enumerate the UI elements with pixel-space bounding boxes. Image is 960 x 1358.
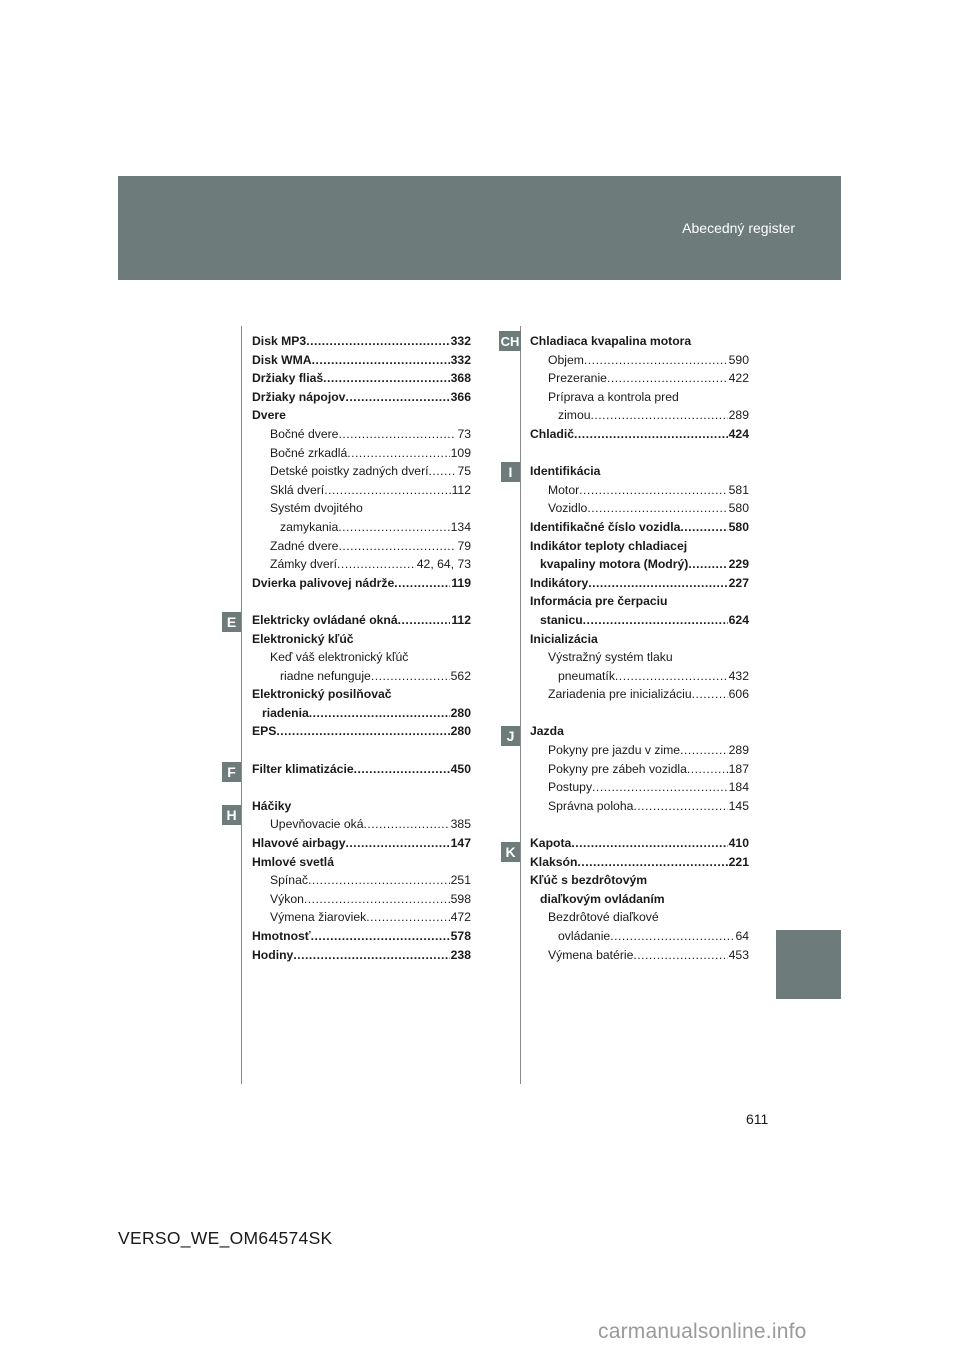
index-entry[interactable]: Hodiny ..... 238 <box>252 946 471 965</box>
index-heading: Elektronický kľúč <box>252 631 354 646</box>
index-heading: Inicializácia <box>530 631 598 646</box>
index-subentry[interactable]: Upevňovacie oká ..... 385 <box>252 815 471 834</box>
index-heading: Elektronický posilňovač <box>252 687 392 702</box>
index-subentry[interactable]: pneumatík ..... 432 <box>530 667 749 686</box>
index-subentry[interactable]: riadne nefunguje ..... 562 <box>252 667 471 686</box>
column-divider-left <box>241 326 242 1084</box>
index-subheading: Bezdrôtové diaľkové <box>548 910 659 925</box>
section-letter-k: K <box>501 842 520 862</box>
side-thumb-tab <box>776 930 841 999</box>
index-subentry[interactable]: Zámky dverí ..... 42, 64, 73 <box>252 555 471 574</box>
index-subentry[interactable]: Objem ..... 590 <box>530 351 749 370</box>
header-band <box>118 176 841 280</box>
index-entry[interactable]: Držiaky nápojov ..... 366 <box>252 388 471 407</box>
index-entry[interactable]: Indikátory ..... 227 <box>530 574 749 593</box>
index-heading: diaľkovým ovládaním <box>540 891 665 906</box>
column-divider-right <box>520 326 521 1084</box>
section-letter-e: E <box>222 612 241 632</box>
index-subentry[interactable]: Pokyny pre jazdu v zime ..... 289 <box>530 741 749 760</box>
index-entry[interactable]: Hmotnosť ..... 578 <box>252 927 471 946</box>
index-subentry[interactable]: Motor ..... 581 <box>530 481 749 500</box>
index-heading: Jazda <box>530 724 564 739</box>
index-heading: Indikátor teploty chladiacej <box>530 538 688 553</box>
index-entry[interactable]: Chladič ..... 424 <box>530 425 749 444</box>
index-heading: Hmlové svetlá <box>252 854 334 869</box>
header-title: Abecedný register <box>682 220 795 236</box>
index-subentry[interactable]: Výmena žiaroviek ..... 472 <box>252 908 471 927</box>
index-subheading: Výstražný systém tlaku <box>548 650 673 665</box>
index-subentry[interactable]: ovládanie ..... 64 <box>530 927 749 946</box>
index-heading: Identifikácia <box>530 464 601 479</box>
index-subentry[interactable]: Bočné zrkadlá ..... 109 <box>252 444 471 463</box>
section-letter-ch: CH <box>499 331 521 351</box>
index-subentry[interactable]: Pokyny pre zábeh vozidla ..... 187 <box>530 760 749 779</box>
section-letter-j: J <box>501 726 520 746</box>
document-code: VERSO_WE_OM64574SK <box>118 1228 333 1248</box>
index-subentry[interactable]: Vozidlo ..... 580 <box>530 499 749 518</box>
index-subentry[interactable]: Výkon ..... 598 <box>252 890 471 909</box>
index-entry[interactable]: riadenia ..... 280 <box>252 704 471 723</box>
index-entry[interactable]: Dvierka palivovej nádrže ..... 119 <box>252 574 471 593</box>
watermark-text: carmanualsonline.info <box>598 1320 807 1343</box>
section-letter-f: F <box>222 762 241 782</box>
index-subheading: Príprava a kontrola pred <box>548 389 679 404</box>
index-subentry[interactable]: zamykania ..... 134 <box>252 518 471 537</box>
index-entry[interactable]: EPS ..... 280 <box>252 722 471 741</box>
index-heading: Informácia pre čerpaciu <box>530 594 668 609</box>
page-number: 611 <box>746 1111 769 1127</box>
index-entry[interactable]: Disk WMA ..... 332 <box>252 351 471 370</box>
index-subentry[interactable]: Zariadenia pre inicializáciu ..... 606 <box>530 685 749 704</box>
index-subentry[interactable]: Výmena batérie ..... 453 <box>530 946 749 965</box>
index-subheading: Systém dvojitého <box>270 501 363 516</box>
index-entry[interactable]: stanicu ..... 624 <box>530 611 749 630</box>
index-entry[interactable]: Hlavové airbagy ..... 147 <box>252 834 471 853</box>
index-subentry[interactable]: Bočné dvere ..... 73 <box>252 425 471 444</box>
index-entry[interactable]: Kapota ..... 410 <box>530 834 749 853</box>
index-heading: Kľúč s bezdrôtovým <box>530 873 648 888</box>
index-subentry[interactable]: Správna poloha ..... 145 <box>530 797 749 816</box>
index-subheading: Keď váš elektronický kľúč <box>270 650 409 665</box>
section-letter-h: H <box>222 805 241 825</box>
index-entry[interactable]: Klaksón ..... 221 <box>530 853 749 872</box>
section-letter-i: I <box>501 462 520 482</box>
index-column-right <box>530 332 749 964</box>
index-column-left <box>252 332 471 964</box>
index-heading: Dvere <box>252 408 286 423</box>
index-subentry[interactable]: Zadné dvere ..... 79 <box>252 537 471 556</box>
index-subentry[interactable]: Postupy ..... 184 <box>530 778 749 797</box>
index-entry[interactable]: Držiaky fliaš ..... 368 <box>252 369 471 388</box>
index-heading: Háčiky <box>252 798 292 813</box>
index-entry[interactable]: Filter klimatizácie ..... 450 <box>252 760 471 779</box>
index-heading: Chladiaca kvapalina motora <box>530 334 692 348</box>
index-entry[interactable]: Disk MP3 ..... 332 <box>252 332 471 351</box>
index-subentry[interactable]: Sklá dverí ..... 112 <box>252 481 471 500</box>
index-entry[interactable]: Identifikačné číslo vozidla ..... 580 <box>530 518 749 537</box>
index-subentry[interactable]: Detské poistky zadných dverí ..... 75 <box>252 462 471 481</box>
index-entry[interactable]: kvapaliny motora (Modrý) ..... 229 <box>530 555 749 574</box>
index-subentry[interactable]: zimou ..... 289 <box>530 406 749 425</box>
index-subentry[interactable]: Prezeranie ..... 422 <box>530 369 749 388</box>
index-subentry[interactable]: Spínač ..... 251 <box>252 871 471 890</box>
index-entry[interactable]: Elektricky ovládané okná ..... 112 <box>252 611 471 630</box>
